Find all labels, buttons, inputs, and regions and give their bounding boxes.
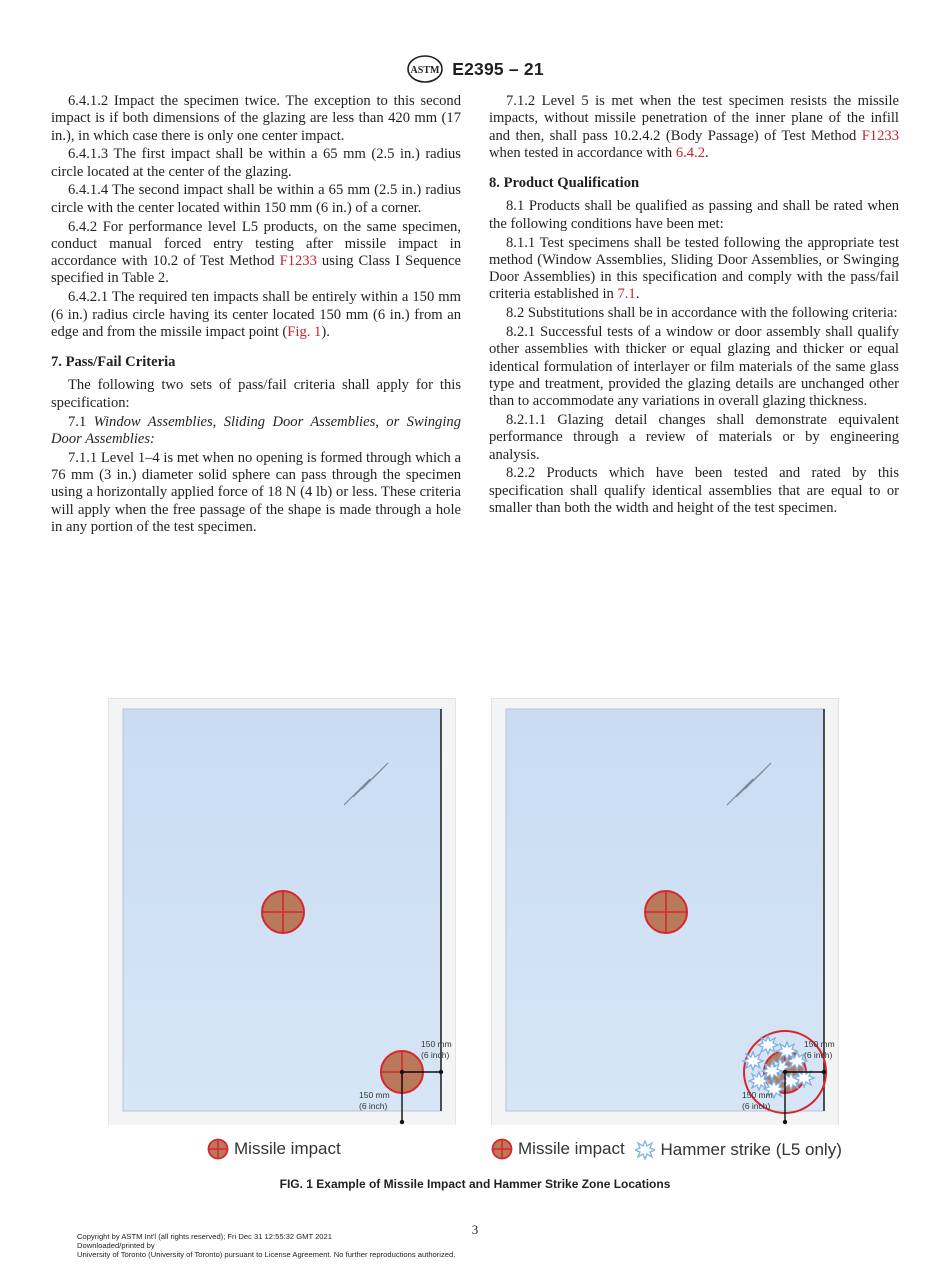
cross-reference-link[interactable]: 7.1 — [617, 286, 636, 303]
text-run: 6.4.1.2 Impact the specimen twice. The exception to this second impact is if both dimensions of the glazing are less than 420 mm (17 in.), in which case there is only one center impact. — [51, 93, 461, 144]
cross-reference-link[interactable]: Fig. 1 — [287, 323, 322, 340]
paragraph — [489, 412, 899, 464]
page-header — [0, 54, 950, 84]
cross-reference-link[interactable]: 6.4.2 — [675, 144, 705, 161]
astm-logo-text: ASTM — [410, 65, 440, 76]
dimension-label: (6 inch) — [421, 1050, 450, 1060]
figure-panel-right — [491, 698, 839, 1125]
text-run: 6.4.1.3 The first impact shall be within a 65 mm (2.5 in.) radius circle located at the center of the glazing. — [51, 146, 461, 180]
missile-impact-icon — [207, 1138, 229, 1160]
footer-line: Downloaded/printed by — [77, 1241, 155, 1251]
legend-item-missile — [491, 1138, 625, 1160]
hammer-strike-icon — [635, 1140, 655, 1160]
dimension-label: 150 mm — [742, 1090, 773, 1100]
left-column — [51, 93, 461, 538]
text-run: . — [705, 144, 709, 161]
paragraph — [51, 414, 461, 449]
paragraph — [489, 93, 899, 162]
text-run: when tested in accordance with — [489, 144, 676, 161]
text-run: 8.2 Substitutions shall be in accordance with the following criteria: — [506, 305, 898, 322]
legend-right — [491, 1138, 842, 1165]
astm-logo-icon — [406, 54, 444, 84]
text-run: 8.2.1.1 Glazing detail changes shall demonstrate equivalent performance through a review of materials or by engineering analysis. — [489, 412, 899, 463]
italic-text: Window Assemblies, Sliding Door Assemblies, or Swinging Door Assemblies: — [51, 413, 461, 447]
copyright-footer — [77, 1232, 455, 1260]
text-run: 6.4.2 For performance level L5 products, on the same specimen, conduct manual forced entry testing after missile impact in accordance with 10.2 of Test Method — [51, 218, 461, 270]
dimension-label: (6 inch) — [804, 1050, 833, 1060]
paragraph — [51, 146, 461, 181]
text-run: 7.1 — [68, 413, 94, 430]
dimension-label: (6 inch) — [742, 1101, 771, 1111]
text-run: 7.1.2 Level 5 is met when the test specimen resists the missile impacts, without missile penetration of the inner plane of the infill and then, shall pass 10.2.4.2 (Body Passage) of Test Method — [489, 93, 899, 144]
legend-left — [207, 1138, 341, 1165]
paragraph — [51, 93, 461, 145]
missile-impact-center — [645, 891, 687, 933]
paragraph — [51, 219, 461, 288]
text-run: 8.1 Products shall be qualified as passing and shall be rated when the following conditions have been met: — [489, 198, 899, 232]
text-run: . — [635, 286, 640, 303]
figure-caption: FIG. 1 Example of Missile Impact and Hammer Strike Zone Locations — [279, 1177, 671, 1191]
footer-line: Copyright by ASTM Int'l (all rights reserved); Fri Dec 31 12:55:32 GMT 2021 — [77, 1232, 332, 1241]
section-heading: 7. Pass/Fail Criteria — [51, 354, 176, 371]
text-run: 7.1.1 Level 1–4 is met when no opening is formed through which a 76 mm (3 in.) diameter solid sphere can pass through the specimen using a horizontally applied force of 18 N (4 lb) or less. These criteria will apply when the free passage of the shape is made through a hole in any portion of the test specimen. — [51, 449, 461, 535]
text-run: using Class I Sequence specified in Table 2. — [51, 253, 461, 287]
section-heading: 8. Product Qualification — [489, 175, 640, 192]
text-run: 8.2.2 Products which have been tested and rated by this specification shall qualify identical assemblies that are equal to or smaller than both the width and height of the test specimen. — [489, 465, 899, 517]
missile-impact-icon — [491, 1138, 513, 1160]
paragraph — [489, 305, 899, 322]
text-run: 6.4.1.4 The second impact shall be within a 65 mm (2.5 in.) radius circle with the center located within 150 mm (6 in.) of a corner. — [51, 182, 461, 216]
text-run: 8.2.1 Successful tests of a window or door assembly shall qualify other assemblies with thicker or equal glazing and thicker or equal identical formulation of interlayer or film materials of the same glass type and treatment, provided the glazing details are unchanged other than to accommodate any variations in overall glazing thickness. — [489, 324, 899, 410]
missile-impact-center — [262, 891, 304, 933]
legend-label: Missile impact — [234, 1139, 341, 1158]
dimension-label: 150 mm — [421, 1039, 452, 1049]
legend-item-hammer — [635, 1140, 841, 1160]
text-run: The following two sets of pass/fail criteria shall apply for this specification: — [51, 377, 461, 411]
page-number: 3 — [471, 1222, 479, 1237]
paragraph — [489, 235, 899, 304]
text-run: 8.1.1 Test specimens shall be tested following the appropriate test method (Window Assemblies, Sliding Door Assemblies, or Swinging Door Assemblies) in this specification and comply with the pass/fail criteria established in — [489, 234, 899, 303]
paragraph — [489, 324, 899, 410]
legend-item-missile — [207, 1138, 341, 1160]
paragraph — [51, 450, 461, 536]
right-column — [489, 93, 899, 519]
paragraph — [489, 198, 899, 233]
text-run: 6.4.2.1 The required ten impacts shall be entirely within a 150 mm (6 in.) radius circle having its center located 150 mm (6 in.) from an edge and from the missile impact point ( — [51, 289, 461, 340]
paragraph — [489, 465, 899, 517]
figure-panel-left — [108, 698, 456, 1125]
legend-label: Missile impact — [518, 1139, 625, 1158]
footer-line: University of Toronto (University of Toronto) pursuant to License Agreement. No further reproductions authorized. — [77, 1250, 456, 1260]
dimension-label: (6 inch) — [359, 1101, 388, 1111]
dimension-label: 150 mm — [359, 1090, 390, 1100]
legend-label: Hammer strike (L5 only) — [660, 1140, 842, 1159]
cross-reference-link[interactable]: F1233 — [279, 253, 317, 270]
standard-designation: E2395 – 21 — [452, 58, 544, 79]
cross-reference-link[interactable]: F1233 — [861, 127, 899, 144]
figure-1 — [108, 695, 848, 1125]
paragraph — [51, 377, 461, 412]
paragraph — [51, 289, 461, 341]
text-run: ). — [321, 323, 330, 340]
paragraph — [51, 182, 461, 217]
dimension-label: 150 mm — [804, 1039, 835, 1049]
